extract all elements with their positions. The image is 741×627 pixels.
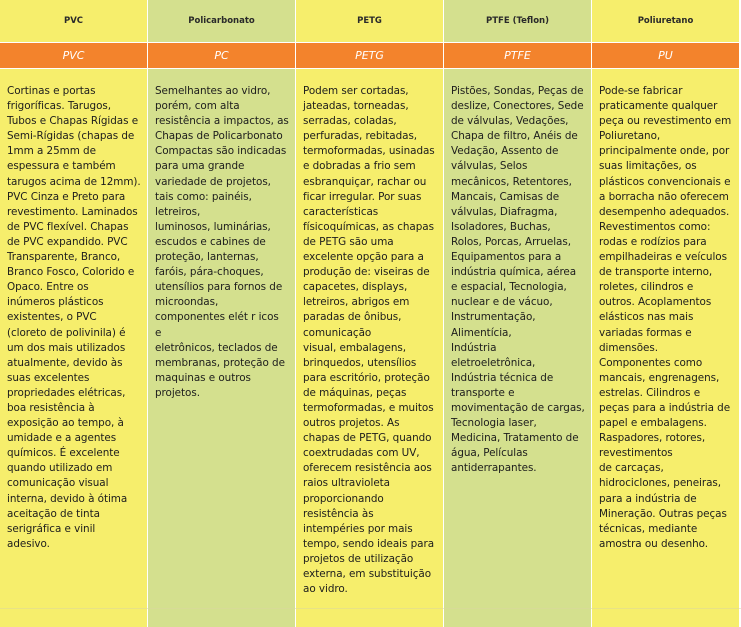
column-header: PETG <box>357 16 382 26</box>
column-abbreviation: PC <box>148 42 295 69</box>
column-header: Policarbonato <box>188 16 255 26</box>
column-description: Podem ser cortadas, jateadas, torneadas, serradas, coladas, perfuradas, rebitadas, termoformadas, usinadas e dobradas a frio sem esbranquiçar, rachar ou ficar irregular. Por suas características físicoquímicas, as chapas de PETG são uma excelente opção para a produção de: viseiras de capacetes, displays, letreiros, abrigos em paradas de ônibus, comunicação visual, embalagens, brinquedos, utensílios para escritório, proteção de máquinas, peças termoformadas, e muitos outros projetos. As chapas de PETG, quando coextrudadas com UV, oferecem resistência aos raios ultravioleta proporcionando resistência às intempéries por mais tempo, sendo ideais para projetos de utilização externa, em substituição ao vidro. <box>303 85 435 596</box>
column-petg <box>296 0 444 627</box>
column-description: Pode-se fabricar praticamente qualquer peça ou revestimento em Poliuretano, principalmente onde, por suas limitações, os plásticos convencionais e a borracha não oferecem desempenho adequados. Revestimentos como: rodas e rodízios para empilhadeiras e veículos de transporte interno, roletes, cilindros e outros. Acoplamentos elásticos nas mais variadas formas e dimensões. Componentes como mancais, engrenagens, estrelas. Cilindros e peças para a indústria de papel e embalagens. Raspadores, rotores, revestimentos de carcaças, hidrociclones, peneiras, para a indústria de Mineração. Outras peças técnicas, mediante amostra ou desenho. <box>599 85 732 550</box>
column-description: Pistões, Sondas, Peças de deslize, Conectores, Sede de válvulas, Vedações, Chapa de filtro, Anéis de Vedação, Assento de válvulas, Selos mecânicos, Retentores, Mancais, Camisas de válvulas, Diafragma, Isoladores, Buchas, Rolos, Porcas, Arruelas, Equipamentos para a indústria química, aérea e espacial, Tecnologia, nuclear e de vácuo, Instrumentação, Alimentícia, Indústria eletroeletrônica, Indústria técnica de transporte e movimentação de cargas, Tecnologia laser, Medicina, Tratamento de água, Películas antiderrapantes. <box>451 85 585 475</box>
table-bottom-divider <box>0 608 741 609</box>
column-abbreviation: PETG <box>296 42 443 69</box>
column-pvc <box>0 0 148 627</box>
column-abbreviation: PTFE <box>444 42 591 69</box>
column-description: Cortinas e portas frigoríficas. Tarugos, Tubos e Chapas Rígidas e Semi-Rígidas (chapas de 1mm a 25mm de espessura e também tarugos acima de 12mm). PVC Cinza e Preto para revestimento. Laminados de PVC flexível. Chapas de PVC expandido. PVC Transparente, Branco, Branco Fosco, Colorido e Opaco. Entre os inúmeros plásticos existentes, o PVC (cloreto de polivinila) é um dos mais utilizados atualmente, devido às suas excelentes propriedades elétricas, boa resistência à exposição ao tempo, à umidade e a agentes químicos. É excelente quando utilizado em comunicação visual interna, devido à ótima aceitação de tinta serigráfica e vinil adesivo. <box>7 85 141 550</box>
column-description: Semelhantes ao vidro, porém, com alta resistência a impactos, as Chapas de Policarbonato Compactas são indicadas para uma grande variedade de projetos, tais como: painéis, letreiros, luminosos, luminárias, escudos e cabines de proteção, lanternas, faróis, pára-choques, utensílios para fornos de microondas, componentes elét r icos e eletrônicos, teclados de membranas, proteção de maquinas e outros projetos. <box>155 85 289 399</box>
column-header: PTFE (Teflon) <box>486 16 549 26</box>
column-header: PVC <box>63 16 84 26</box>
column-abbreviation: PU <box>592 42 739 69</box>
column-ptfe <box>444 0 592 627</box>
column-poliuretano <box>592 0 740 627</box>
column-header: Poliuretano <box>637 16 694 26</box>
column-abbreviation: PVC <box>0 42 147 69</box>
column-policarbonato <box>148 0 296 627</box>
